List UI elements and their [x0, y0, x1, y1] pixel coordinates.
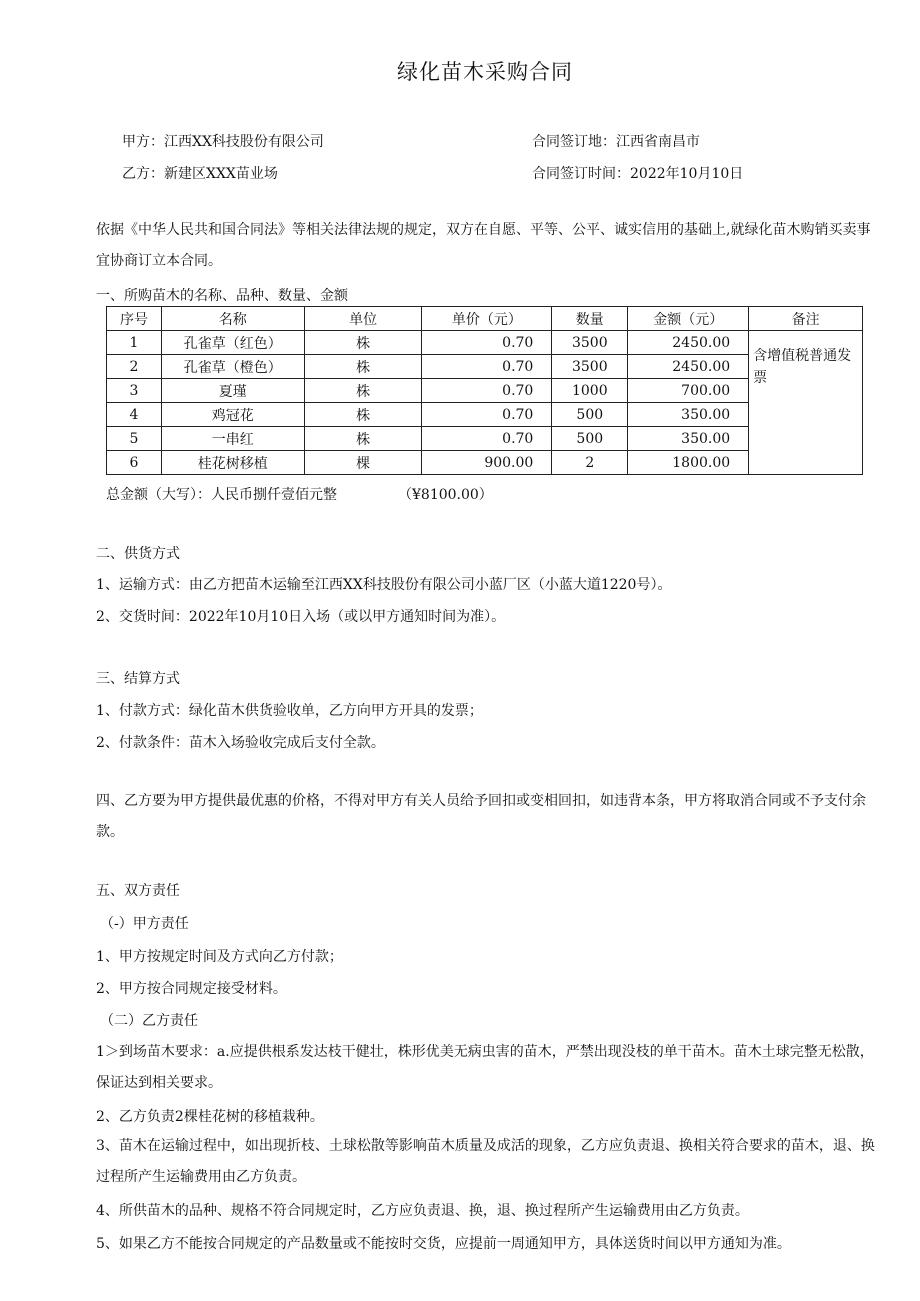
column-header: 备注	[749, 307, 863, 331]
column-header: 单位	[304, 307, 422, 331]
row-qty: 3500	[552, 355, 628, 379]
row-amount: 1800.00	[628, 451, 749, 475]
row-name: 鸡冠花	[161, 403, 304, 427]
row-name: 桂花树移植	[161, 451, 304, 475]
row-name: 孔雀草（橙色）	[161, 355, 304, 379]
party-b: 乙方：新建区XXX苗业场	[122, 166, 278, 182]
row-qty: 1000	[552, 379, 628, 403]
row-unit: 株	[304, 355, 422, 379]
row-unit: 棵	[304, 451, 422, 475]
party-a: 甲方：江西XX科技股份有限公司	[122, 134, 324, 150]
row-price: 0.70	[422, 331, 552, 355]
section3-item1: 1、付款方式：绿化苗木供货验收单，乙方向甲方开具的发票；	[96, 703, 483, 719]
section2-item2: 2、交货时间：2022年10月10日入场（或以甲方通知时间为准）。	[96, 609, 506, 625]
party-b-duty-5: 5、如果乙方不能按合同规定的产品数量或不能按时交货，应提前一周通知甲方，具体送货时间以甲方通知为准。	[96, 1236, 791, 1252]
row-unit: 株	[304, 331, 422, 355]
section2-heading: 二、供货方式	[96, 546, 180, 562]
party-a-duty-1: 1、甲方按规定时间及方式向乙方付款；	[96, 949, 343, 965]
section3-heading: 三、结算方式	[96, 671, 180, 687]
total-amount-words: 总金额（大写）：人民币捌仟壹佰元整	[106, 487, 337, 503]
row-qty: 3500	[552, 331, 628, 355]
party-b-duty-2: 2、乙方负责2棵桂花树的移植栽种。	[96, 1109, 324, 1125]
table-row	[107, 331, 863, 355]
row-amount: 2450.00	[628, 331, 749, 355]
row-price: 900.00	[422, 451, 552, 475]
row-unit: 株	[304, 427, 422, 451]
row-price: 0.70	[422, 427, 552, 451]
row-name: 夏瑾	[161, 379, 304, 403]
party-a-duty-2: 2、甲方按合同规定接受材料。	[96, 981, 287, 997]
party-b-duty-3: 3、苗木在运输过程中，如出现折枝、土球松散等影响苗木质量及成活的现象，乙方应负责退、换相关符合要求的苗木，退、换过程所产生运输费用由乙方负责。	[96, 1138, 875, 1185]
row-no: 5	[107, 427, 162, 451]
row-amount: 2450.00	[628, 355, 749, 379]
column-header: 序号	[107, 307, 162, 331]
section3-item2: 2、付款条件：苗木入场验收完成后支付全款。	[96, 735, 385, 751]
row-unit: 株	[304, 379, 422, 403]
column-header: 金额（元）	[628, 307, 749, 331]
total-amount-figure: （¥8100.00）	[398, 487, 493, 503]
section2-item1: 1、运输方式：由乙方把苗木运输至江西XX科技股份有限公司小蓝厂区（小蓝大道1220号）。	[96, 577, 672, 593]
row-no: 4	[107, 403, 162, 427]
column-header: 单价（元）	[422, 307, 552, 331]
row-qty: 500	[552, 427, 628, 451]
intro-paragraph: 依据《中华人民共和国合同法》等相关法律法规的规定，双方在自愿、平等、公平、诚实信用的基础上,就绿化苗木购销买卖事宜协商订立本合同。	[96, 222, 871, 269]
row-no: 1	[107, 331, 162, 355]
section1-heading: 一、所购苗木的名称、品种、数量、金额	[96, 288, 348, 304]
party-b-duty-1: 1＞到场苗木要求：a.应提供根系发达枝干健壮，株形优美无病虫害的苗木，严禁出现没枝的单干苗木。苗木土球完整无松散，保证达到相关要求。	[96, 1044, 874, 1091]
row-qty: 500	[552, 403, 628, 427]
items-table	[106, 306, 863, 475]
row-no: 3	[107, 379, 162, 403]
document-title: 绿化苗木采购合同	[397, 60, 573, 84]
row-qty: 2	[552, 451, 628, 475]
row-amount: 350.00	[628, 427, 749, 451]
party-b-duty-4: 4、所供苗木的品种、规格不符合同规定时，乙方应负责退、换，退、换过程所产生运输费用由乙方负责。	[96, 1203, 749, 1219]
row-amount: 700.00	[628, 379, 749, 403]
row-price: 0.70	[422, 403, 552, 427]
party-a-duties-heading: （-）甲方责任	[100, 916, 189, 932]
row-name: 孔雀草（红色）	[161, 331, 304, 355]
party-b-duties-heading: （二）乙方责任	[100, 1013, 198, 1029]
row-unit: 株	[304, 403, 422, 427]
column-header: 名称	[161, 307, 304, 331]
row-no: 6	[107, 451, 162, 475]
table-header-row	[107, 307, 863, 331]
column-header: 数量	[552, 307, 628, 331]
section5-heading: 五、双方责任	[96, 883, 180, 899]
sign-time: 合同签订时间：2022年10月10日	[532, 166, 744, 182]
row-note: 含增值税普通发票	[749, 331, 863, 475]
sign-place: 合同签订地：江西省南昌市	[532, 134, 700, 150]
row-price: 0.70	[422, 379, 552, 403]
row-no: 2	[107, 355, 162, 379]
row-name: 一串红	[161, 427, 304, 451]
row-amount: 350.00	[628, 403, 749, 427]
section4-paragraph: 四、乙方要为甲方提供最优惠的价格，不得对甲方有关人员给予回扣或变相回扣，如违背本条，甲方将取消合同或不予支付余款。	[96, 793, 866, 840]
row-price: 0.70	[422, 355, 552, 379]
